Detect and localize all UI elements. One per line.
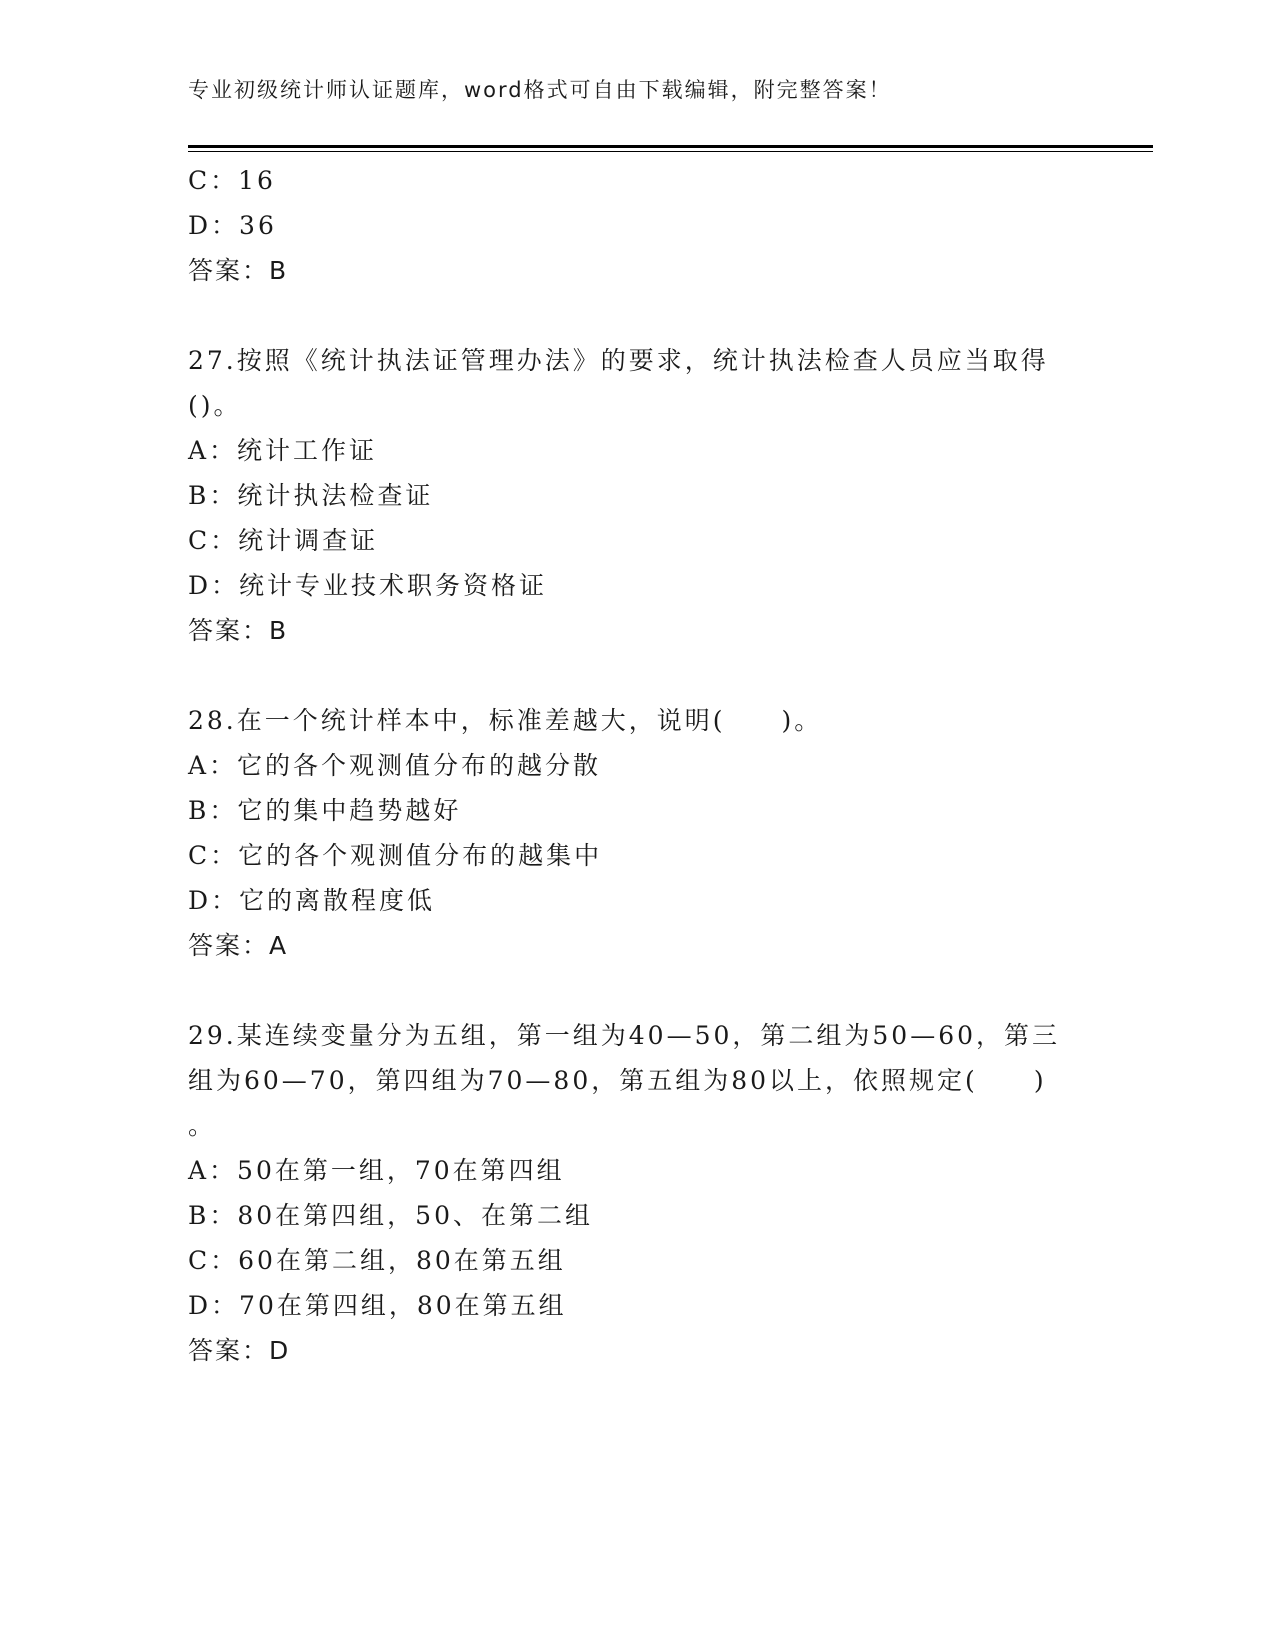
header-rule-thin [188, 151, 1153, 152]
option-c: C：60在第二组，80在第五组 [188, 1246, 566, 1275]
question-29-line-3: 。 [188, 1111, 217, 1140]
page-header: 专业初级统计师认证题库，word格式可自由下载编辑，附完整答案！ [188, 78, 892, 102]
answer-line: 答案：B [188, 616, 289, 645]
option-b: B：80在第四组，50、在第二组 [188, 1201, 593, 1230]
question-27-line-2: ()。 [188, 391, 242, 420]
option-d: D：它的离散程度低 [188, 886, 436, 915]
question-28-line-1: 28.在一个统计样本中，标准差越大，说明( )。 [188, 706, 823, 735]
answer-line: 答案：D [188, 1336, 291, 1365]
option-b: B：它的集中趋势越好 [188, 796, 462, 825]
option-a: A：50在第一组，70在第四组 [188, 1156, 565, 1185]
answer-line: 答案：A [188, 931, 289, 960]
option-a: A：统计工作证 [188, 436, 378, 465]
header-rule-thick [188, 145, 1153, 148]
option-b: B：统计执法检查证 [188, 481, 434, 510]
document-body [188, 158, 1088, 1373]
option-c: C：它的各个观测值分布的越集中 [188, 841, 603, 870]
option-c: C：统计调查证 [188, 526, 379, 555]
option-c: C：16 [188, 166, 276, 195]
option-d: D：36 [188, 211, 277, 240]
question-29-line-1: 29.某连续变量分为五组，第一组为40—50，第二组为50—60，第三 [188, 1021, 1061, 1050]
option-d: D：统计专业技术职务资格证 [188, 571, 548, 600]
option-d: D：70在第四组，80在第五组 [188, 1291, 567, 1320]
option-a: A：它的各个观测值分布的越分散 [188, 751, 602, 780]
question-29-line-2: 组为60—70，第四组为70—80，第五组为80以上，依照规定( ) [188, 1066, 1047, 1095]
answer-line: 答案：B [188, 256, 289, 285]
question-27-line-1: 27.按照《统计执法证管理办法》的要求，统计执法检查人员应当取得 [188, 346, 1049, 375]
